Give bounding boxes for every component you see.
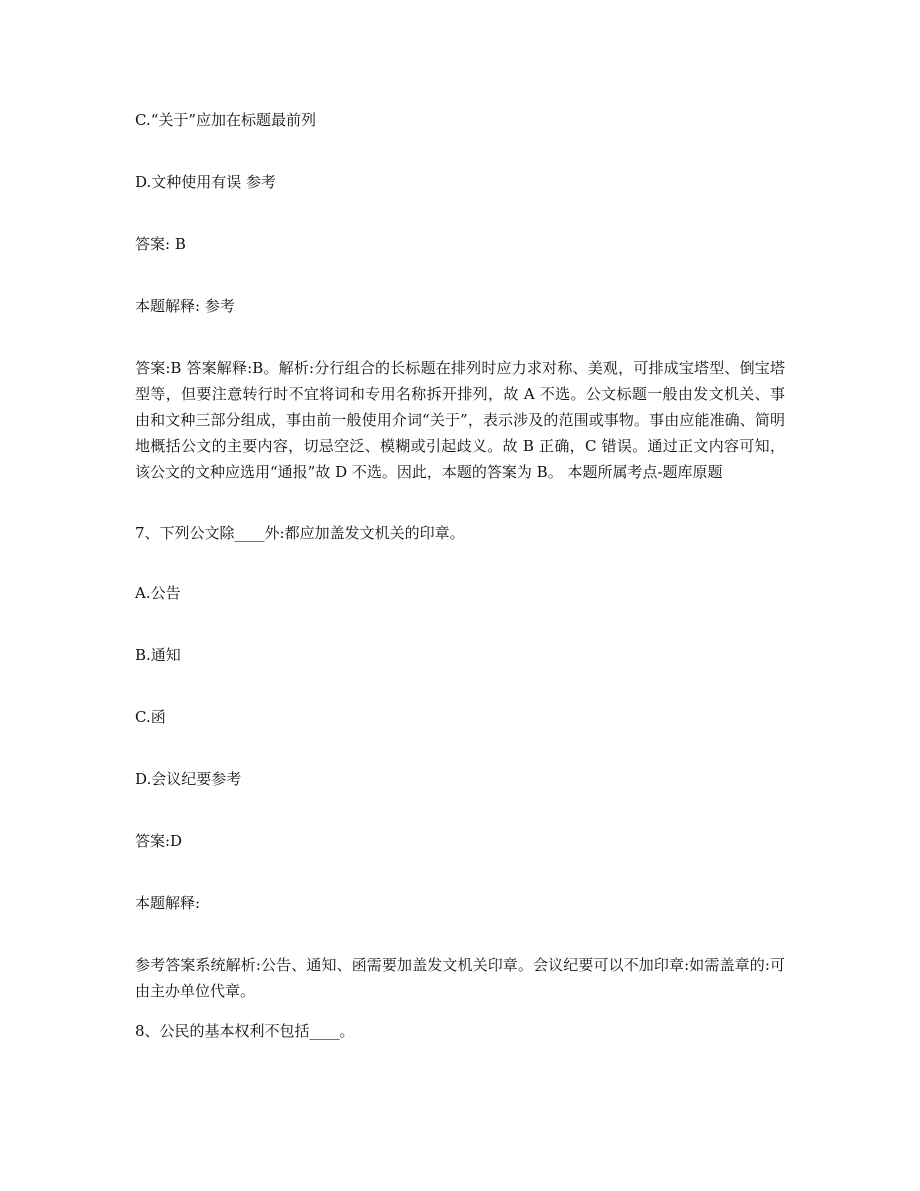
- q7-answer: 答案:D: [135, 832, 183, 850]
- q7-option-a: A.公告: [135, 584, 181, 602]
- q7-explain-label: 本题解释:: [135, 894, 201, 912]
- q6-explanation: 答案:B 答案解释:B。解析:分行组合的长标题在排列时应力求对称、美观，可排成宝塔型、倒宝塔型等，但要注意转行时不宜将词和专用名称拆开排列，故 A 不选。公文标题一般由发文机关、事由和文种三部分组成，事由前一般使用介词“关于”，表示涉及的范围或事物。事由应能准确、简明地概括公文的主要内容，切忌空泛、模糊或引起歧义。故 B 正确，C 错误。通过正文内容可知，该公文的文种应选用“通报”故 D 不选。因此，本题的答案为 B。 本题所属考点-题库原题: [135, 359, 785, 481]
- q7-explanation: 参考答案系统解析:公告、通知、函需要加盖发文机关印章。会议纪要可以不加印章:如需盖章的:可由主办单位代章。: [135, 956, 785, 1000]
- q6-option-d: D.文种使用有误 参考: [135, 173, 277, 191]
- q6-answer: 答案: B: [135, 235, 186, 253]
- q8-question: 8、公民的基本权利不包括____。: [135, 1022, 355, 1040]
- q7-option-b: B.通知: [135, 646, 181, 664]
- q6-explain-label: 本题解释: 参考: [135, 297, 235, 315]
- q7-question: 7、下列公文除____外:都应加盖发文机关的印章。: [135, 524, 465, 542]
- q7-option-d: D.会议纪要参考: [135, 770, 242, 788]
- q6-option-c: C.“关于”应加在标题最前列: [135, 111, 317, 129]
- q7-option-c: C.函: [135, 708, 166, 726]
